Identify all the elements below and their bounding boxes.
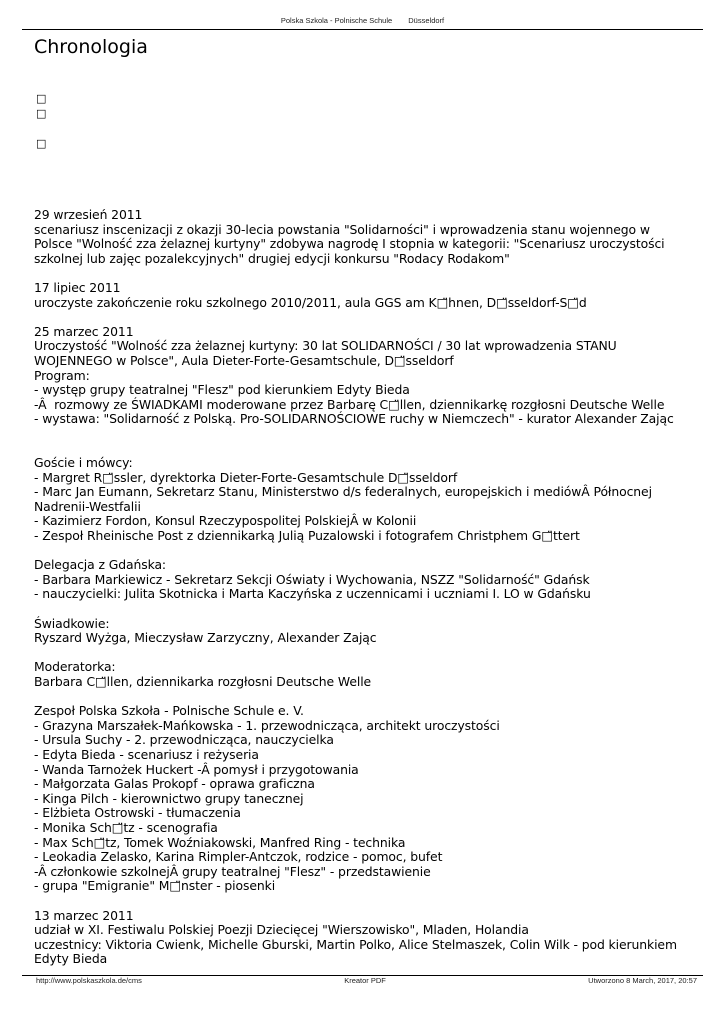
entry-line: Ryszard Wyżga, Mieczysław Zarzyczny, Alexander Zając [34, 630, 377, 646]
page-footer [36, 976, 697, 985]
chronology-entry [34, 617, 694, 646]
entry-line: - Max Sch□̈tz, Tomek Woźniakowski, Manfred Ring - technika [34, 834, 406, 850]
entry-line: - Ursula Suchy - 2. przewodnicząca, nauczycielka [34, 732, 334, 748]
footer-generator: Kreator PDF [344, 976, 386, 985]
chronology-entry [34, 704, 694, 894]
entry-heading: 29 wrzesień 2011 [34, 207, 143, 222]
chronology-entry [34, 281, 694, 310]
chronology-entry [34, 909, 694, 967]
entry-line: udział w XI. Festiwalu Polskiej Poezji Dziecięcej "Wierszowisko", Mladen, Holandia [34, 922, 529, 938]
entry-heading: Goście i mówcy: [34, 455, 133, 471]
entry-line: - wystawa: "Solidarność z Polską. Pro-SOLIDARNOŚCIOWE ruchy w Niemczech" - kurator Alexander Zając [34, 411, 674, 427]
entry-line: uroczyste zakończenie roku szkolnego 2010/2011, aula GGS am K□̈hnen, D□̈sseldorf-S□̈d [34, 294, 587, 310]
header-city: Düsseldorf [408, 16, 445, 25]
entry-line: - Margret R□̈ssler, dyrektorka Dieter-Forte-Gesamtschule D□̈sseldorf [34, 469, 458, 485]
entry-line: - grupa "Emigranie" M□̈nster - piosenki [34, 878, 276, 894]
chronology-entry [34, 325, 694, 427]
entry-line: Polsce "Wolność zza żelaznej kurtyny" zdobywa nagrodę I stopnia w kategorii: "Scenariusz uroczystości [34, 236, 665, 252]
entry-line: uczestnicy: Viktoria Cwienk, Michelle Gburski, Martin Polko, Alice Stelmaszek, Colin Wilk - pod kierunkiem [34, 936, 677, 952]
entry-line: Barbara C□̈llen, dziennikarka rozgłosni Deutsche Welle [34, 674, 372, 689]
entry-line: Nadrenii-Westfalii [34, 498, 141, 514]
chronology-entry [34, 456, 694, 544]
missing-image-glyph: □ [36, 92, 47, 105]
entry-line: - Grazyna Marszałek-Mańkowska - 1. przewodnicząca, architekt uroczystości [34, 717, 500, 733]
entry-line: WOJENNEGO w Polsce", Aula Dieter-Forte-Gesamtschule, D□̈sseldorf [34, 352, 454, 368]
entry-line: Edyty Bieda [34, 951, 108, 967]
page-title: Chronologia [34, 36, 148, 58]
entry-line: szkolnej lub zajęc pozalekcyjnych" drugiej edycji konkursu "Rodacy Rodakom" [34, 250, 510, 266]
entry-heading: Moderatorka: [34, 659, 116, 675]
header-site-name: Polska Szkola - Polnische Schule [280, 16, 393, 25]
entry-line: Uroczystość "Wolność zza żelaznej kurtyny: 30 lat SOLIDARNOŚCI / 30 lat wprowadzenia STANU [34, 338, 617, 354]
entry-line: - Małgorzata Galas Prokopf - oprawa graficzna [34, 776, 315, 792]
header-divider [22, 29, 703, 30]
entry-line: scenariusz inscenizacji z okazji 30-lecia powstania "Solidarności" i wprowadzenia stanu wojennego w [34, 221, 650, 237]
entry-line: -Â członkowie szkolnejÂ grupy teatralnej "Flesz" - przedstawienie [34, 863, 431, 879]
chronology-entry [34, 660, 694, 689]
chronology-entry [34, 208, 694, 266]
entry-line: -Â rozmowy ze ŚWIADKAMI moderowane przez Barbarę C□̈llen, dziennikarkę rozgłosni Deutsche Welle [34, 396, 665, 412]
missing-image-glyph: □ [36, 137, 47, 150]
footer-url[interactable]: http://www.polskaszkola.de/cms [36, 976, 142, 985]
entry-line: - Monika Sch□̈tz - scenografia [34, 819, 218, 835]
entry-line: - Kazimierz Fordon, Konsul Rzeczypospolitej PolskiejÂ w Kolonii [34, 513, 417, 529]
entry-line: - Zespoł Rheinische Post z dziennikarką Julią Puzalowski i fotografem Christphem G□̈ttert [34, 528, 580, 544]
entry-heading: 17 lipiec 2011 [34, 279, 121, 295]
missing-image-glyph: □ [36, 107, 47, 120]
chronology-entry [34, 558, 694, 602]
entry-heading: Delegacja z Gdańska: [34, 557, 167, 573]
entry-heading: Świadkowie: [34, 615, 110, 631]
entry-line: - Barbara Markiewicz - Sekretarz Sekcji Oświaty i Wychowania, NSZZ "Solidarność" Gdańsk [34, 571, 590, 587]
entry-line: - Leokadia Zelasko, Karina Rimpler-Antczok, rodzice - pomoc, bufet [34, 849, 443, 865]
entry-line: - Marc Jan Eumann, Sekretarz Stanu, Ministerstwo d/s federalnych, europejskich i mediówÂ Północnej [34, 484, 652, 500]
entry-heading: Zespoł Polska Szkoła - Polnische Schule e. V. [34, 703, 304, 719]
page-header [0, 16, 725, 25]
entry-heading: 13 marzec 2011 [34, 907, 134, 923]
entry-heading: 25 marzec 2011 [34, 323, 134, 339]
entry-line: - Elżbieta Ostrowski - tłumaczenia [34, 805, 241, 821]
footer-created-date: Utworzono 8 March, 2017, 20:57 [588, 976, 697, 985]
entry-line: Program: [34, 367, 90, 383]
entry-line: - nauczycielki: Julita Skotnicka i Marta Kaczyńska z uczennicami i uczniami I. LO w Gdańsku [34, 586, 591, 602]
entry-line: - występ grupy teatralnej "Flesz" pod kierunkiem Edyty Bieda [34, 382, 410, 398]
entry-line: - Kinga Pilch - kierownictwo grupy tanecznej [34, 790, 304, 806]
entry-line: - Wanda Tarnożek Huckert -Â pomysł i przygotowania [34, 761, 359, 777]
entry-line: - Edyta Bieda - scenariusz i reżyseria [34, 746, 259, 762]
chronology-content [34, 208, 694, 981]
